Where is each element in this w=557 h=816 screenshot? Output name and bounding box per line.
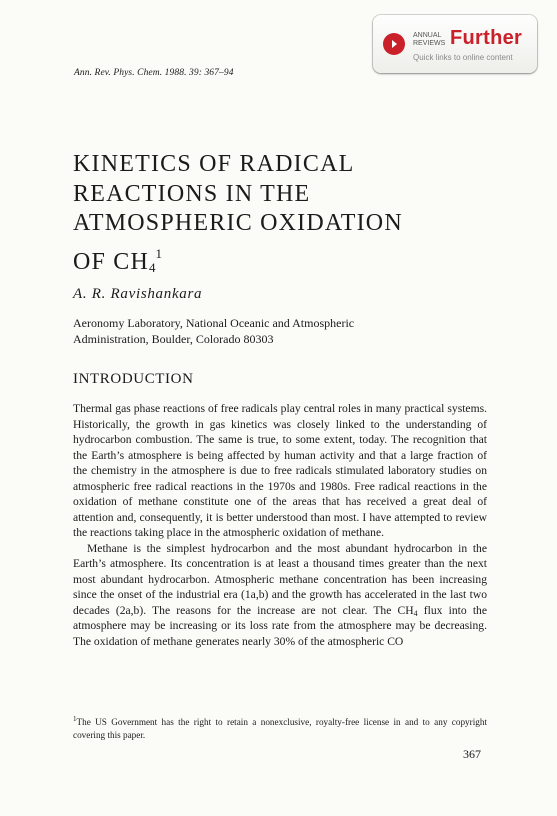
- title-line-2: REACTIONS IN THE: [73, 180, 311, 207]
- body-text: [73, 401, 487, 649]
- paragraph-1: Thermal gas phase reactions of free radicals play central roles in many practical systems. Historically, the growth in gas kinetics was closely linked to the understanding of hydrocarbon combustion. The same is true, to some extent, today. The recognition that the Earth’s atmosphere is being affected by human activity and that a large fraction of the chemistry in the atmosphere is due to free radicals stimulated laboratory studies on atmospheric free radical reactions in the 1970s and 1980s. Free radical reactions in the oxidation of methane constitute one of the areas that has received a great deal of attention and, consequently, it is better understood than most. I have attempted to review the reactions taking place in the atmospheric oxidation of methane.: [73, 402, 487, 539]
- badge-annual-reviews-label: ANNUAL REVIEWS: [413, 32, 446, 47]
- author-affiliation: [73, 316, 473, 347]
- page-number: 367: [463, 747, 481, 761]
- badge-further-label: Further: [450, 27, 523, 49]
- badge-subtitle: Quick links to online content: [413, 53, 513, 62]
- title-subscript: 4: [149, 259, 156, 275]
- annual-reviews-logo-icon: [383, 33, 405, 55]
- title-line-1: KINETICS OF RADICAL: [73, 151, 355, 177]
- paragraph-2-end: flux into the atmosphere may be increasing or its loss rate from the atmosphere may be decreasing. The oxidation of methane generates nearly 30% of the atmospheric CO: [73, 603, 487, 648]
- footnote-mark: 1: [73, 715, 77, 723]
- footnote-text: The US Government has the right to retain a nonexclusive, royalty-free license in and to any copyright covering this paper.: [73, 717, 487, 741]
- paragraph-2: [73, 541, 487, 650]
- title-footnote-mark: 1: [155, 245, 163, 261]
- affiliation-line-2: Administration, Boulder, Colorado 80303: [73, 331, 274, 346]
- section-heading: INTRODUCTION: [73, 371, 194, 387]
- footnote: [73, 713, 487, 742]
- article-title: [73, 150, 403, 282]
- title-line-3: ATMOSPHERIC OXIDATION: [73, 210, 403, 236]
- annual-reviews-further-badge[interactable]: [373, 15, 537, 73]
- journal-citation: Ann. Rev. Phys. Chem. 1988. 39: 367–94: [74, 68, 234, 78]
- affiliation-line-1: Aeronomy Laboratory, National Oceanic and Atmospheric: [73, 316, 355, 330]
- paragraph-2-start: Methane is the simplest hydrocarbon and the most abundant hydrocarbon in the Earth’s atmosphere. Its concentration is at least a thousand times greater than the next most abundant hydrocarbon. Atmospheric methane concentration has been increasing since the onset of the industrial era (1a,b) and the growth has accelerated in the last two decades (2a,b). The reasons for the increase are not clear. The CH: [73, 541, 487, 617]
- author-name: A. R. Ravishankara: [73, 286, 203, 302]
- title-line-4: OF CH: [73, 248, 150, 275]
- paragraph-2-subscript: 4: [413, 608, 418, 618]
